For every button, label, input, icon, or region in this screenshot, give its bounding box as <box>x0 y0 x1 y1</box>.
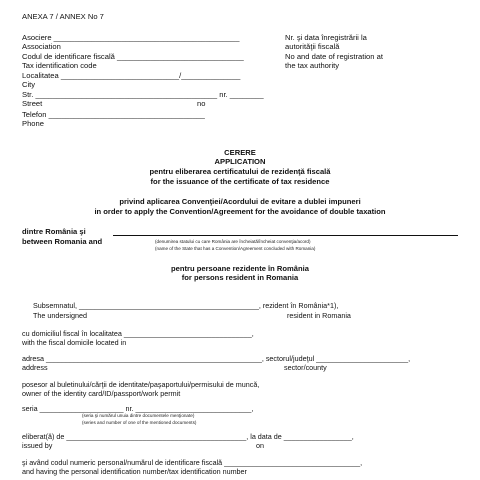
residents-en: for persons resident in Romania <box>181 273 299 282</box>
association-field[interactable]: Asociere ____________________________________________ <box>22 33 240 42</box>
title-en-line: for the issuance of the certificate of tax residence <box>150 177 330 186</box>
registration-line-2: autorităţii fiscală <box>285 42 340 51</box>
phone-field[interactable]: Telefon _____________________________________ <box>22 110 205 119</box>
undersigned-label: The undersigned <box>33 311 87 320</box>
annex-label: ANEXA 7 / ANNEX No 7 <box>22 12 104 21</box>
tax-code-label: Tax identification code <box>22 61 97 70</box>
title-application: APPLICATION <box>214 157 266 166</box>
personal-id-label: and having the personal identification number/tax identification number <box>22 467 247 476</box>
phone-label: Phone <box>22 119 44 128</box>
undersigned-field[interactable]: Subsemnatul, _____________________________________________, rezident în România*1), <box>33 301 339 310</box>
issued-field[interactable]: eliberat(ă) de _____________________________________________, la data de _________________, <box>22 432 354 441</box>
series-note-ro: (seria şi numărul unuia dintre documentele menţionate) <box>82 413 195 418</box>
street-label: Street <box>22 99 43 108</box>
series-note-en: (series and number of one of the mentioned documents) <box>82 420 197 425</box>
id-holder-en: owner of the identity card/ID/passport/work permit <box>22 389 181 398</box>
registration-line-4: the tax authority <box>285 61 340 70</box>
title-ro-line: pentru eliberarea certificatului de rezidenţă fiscală <box>149 167 331 176</box>
domicile-field[interactable]: cu domiciliul fiscal în localitatea ________________________________, <box>22 329 254 338</box>
city-field[interactable]: Localitatea ____________________________/______________ <box>22 71 241 80</box>
street-field[interactable]: Str. ___________________________________________ nr. ________ <box>22 90 264 99</box>
state-note-en: (name of the State that has a Convention/Agreement concluded with Romania) <box>155 246 316 251</box>
sector-label: sector/county <box>284 363 327 372</box>
domicile-label: with the fiscal domicile located in <box>22 338 127 347</box>
resident-label: resident in Romania <box>287 311 351 320</box>
title-cerere: CERERE <box>224 148 256 157</box>
id-holder-ro: posesor al buletinului/cărţii de identitate/paşaportului/permisului de muncă, <box>22 380 260 389</box>
issued-by-label: issued by <box>22 441 53 450</box>
series-field[interactable]: seria _____________________ nr. _____________________________, <box>22 404 254 413</box>
state-note-ro: (denumirea statului cu care România are încheiată/încheiat convenţia/acord) <box>155 239 311 244</box>
no-label: no <box>197 99 206 108</box>
registration-line-1: Nr. şi data înregistrării la <box>285 33 367 42</box>
address-label: address <box>22 363 48 372</box>
registration-line-3: No and date of registration at <box>285 52 383 61</box>
convention-ro: privind aplicarea Convenţiei/Acordului de evitare a dublei impuneri <box>119 197 361 206</box>
between-ro-label: dintre România şi <box>22 227 86 236</box>
association-label: Association <box>22 42 61 51</box>
convention-en: in order to apply the Convention/Agreement for the avoidance of double taxation <box>94 207 386 216</box>
state-name-line[interactable] <box>113 235 458 236</box>
tax-code-field[interactable]: Codul de identificare fiscală ______________________________ <box>22 52 244 61</box>
personal-id-field[interactable]: şi având codul numeric personal/numărul de identificare fiscală __________________________________, <box>22 458 363 467</box>
between-en-label: between Romania and <box>22 237 103 246</box>
residents-ro: pentru persoane rezidente în România <box>171 264 309 273</box>
address-field[interactable]: adresa ______________________________________________________, sectorul/judeţul _______________________, <box>22 354 411 363</box>
city-label: City <box>22 80 36 89</box>
on-label: on <box>256 441 264 450</box>
